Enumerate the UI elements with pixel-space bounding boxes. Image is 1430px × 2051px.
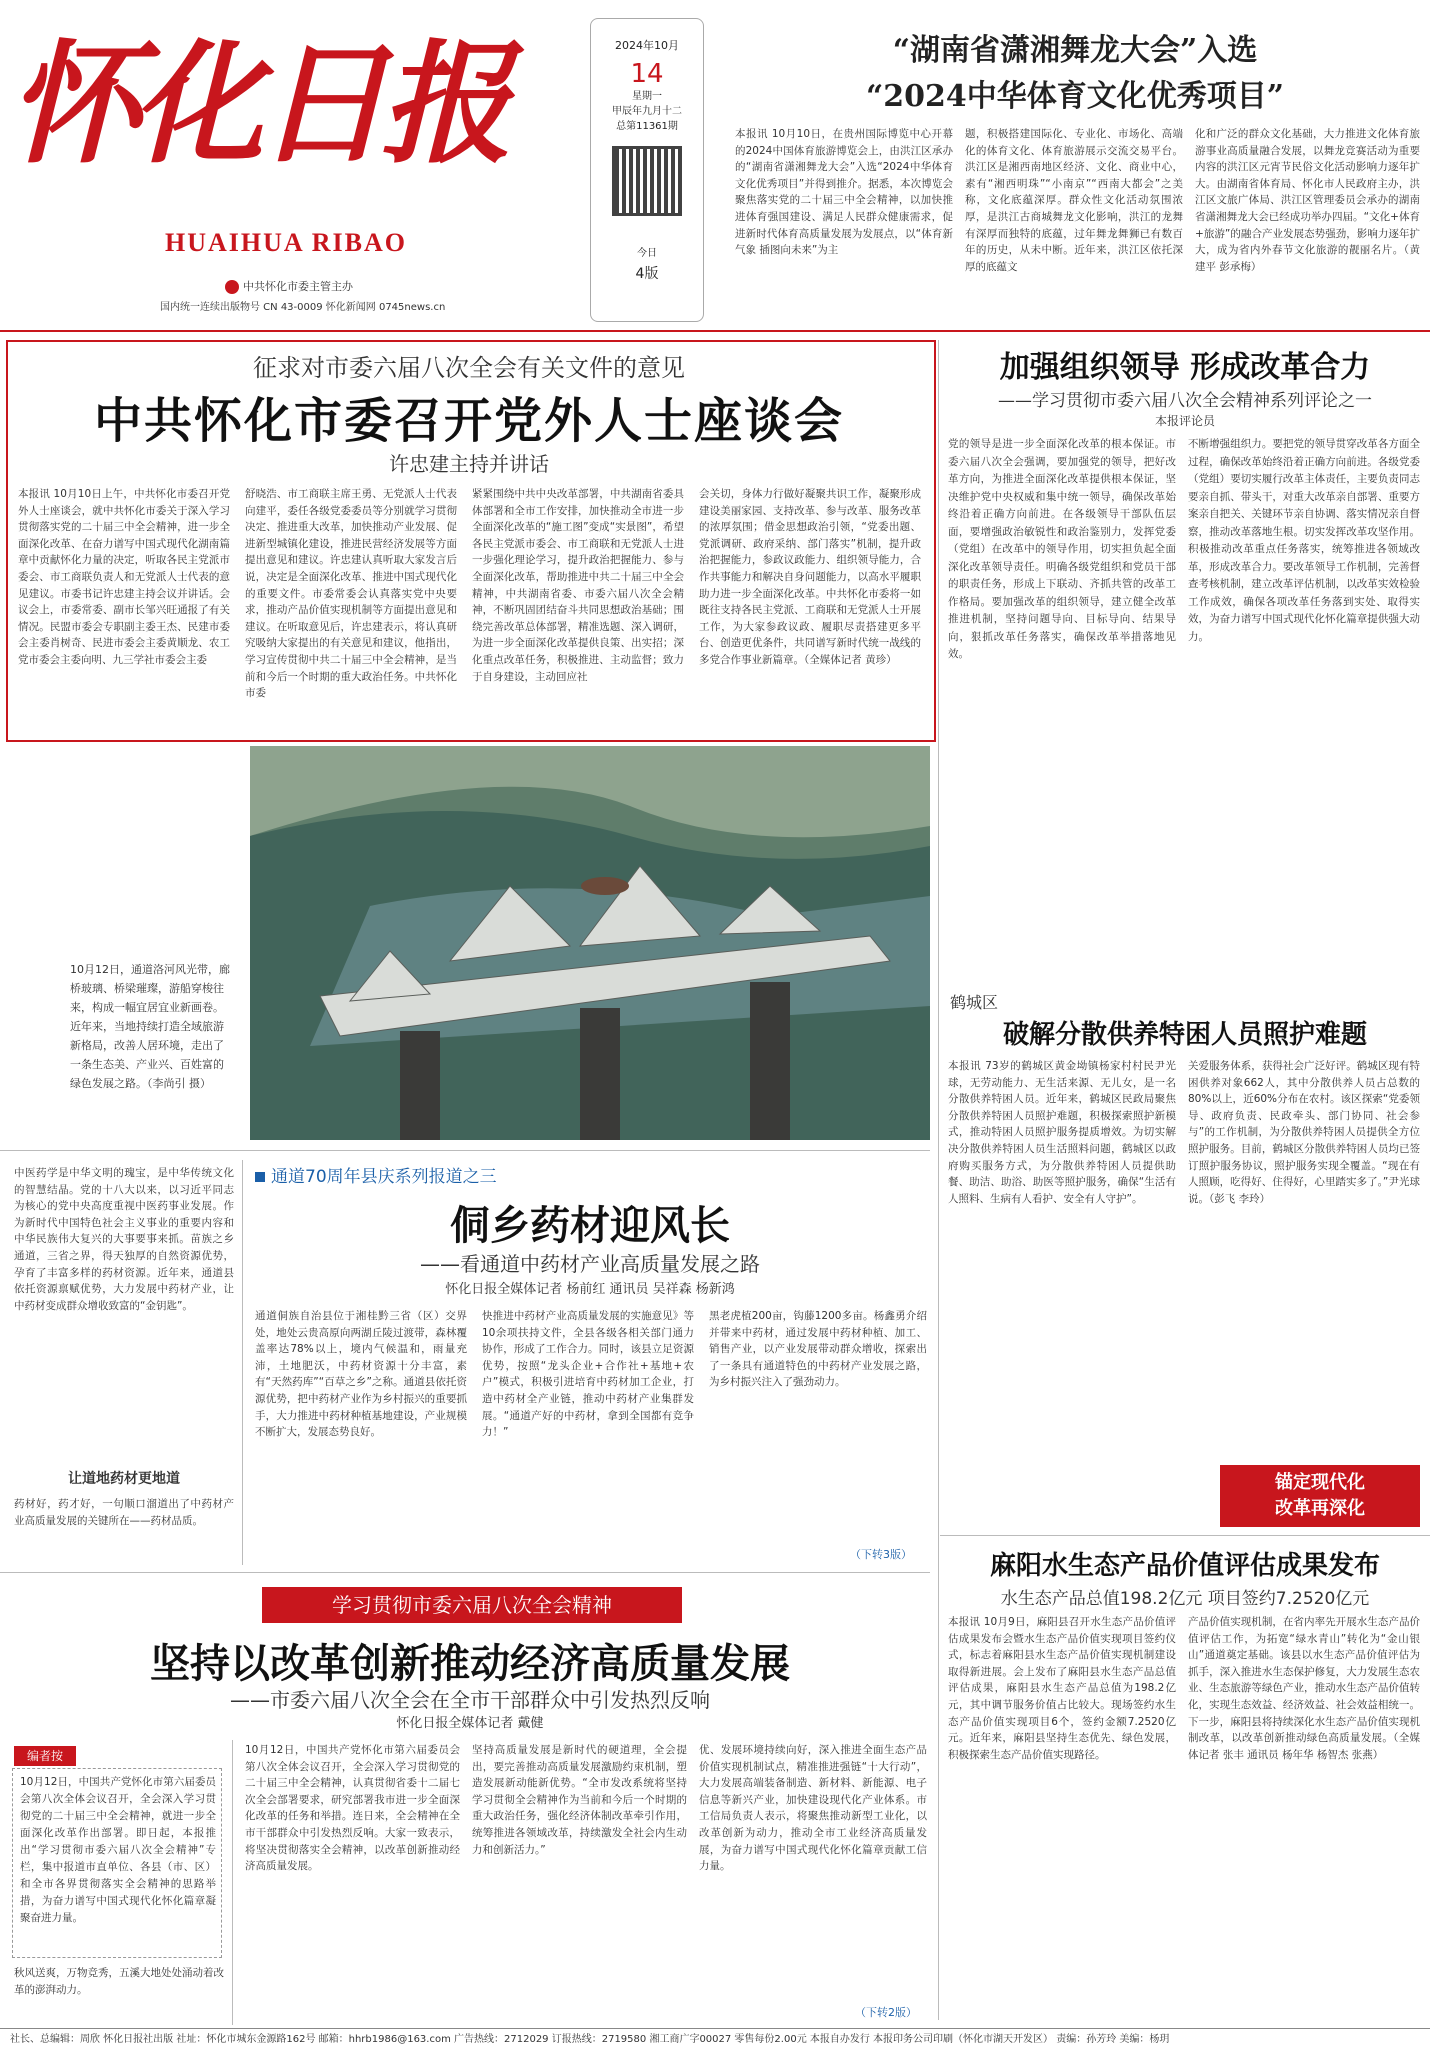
commentary-col1: 党的领导是进一步全面深化改革的根本保证。市委六届八次全会强调，要加强党的领导，把好改革方向，为推进全面深化改革提供根本保证，坚决维护党中央权威和集中统一领导，确保改革始终沿着正确方向前进。在各级领导干部队伍层面，要增强政治敏锐性和政治鉴别力，发挥党委（党组）在改革中的领导作用，切实担负起全面深化改革领导责任。明确各级党组织和党员干部的职责任务，形成上下联动、齐抓共管的改革工作格局。要加强改革的组织领导，建立健全改革推进机制，坚持问题导向、目标导向、结果导向，狠抓改革任务落实，确保改革举措落地见效。 (948, 438, 1176, 660)
footer-imprint: 社长、总编辑：周欣 怀化日报社出版 社址：怀化市城东金源路162号 邮箱：hhrb1986@163.com 广告热线：2712029 订报热线：2719580 湘工商广字00027 零售每份2.00元 本报自办发行 本报印务公司印刷（怀化市湖天开发区） 责编：孙芳玲 美编：杨玥 (0, 2028, 1430, 2050)
bottom-continued: （下转2版） (855, 2006, 917, 2019)
editor-note-tag: 编者按 (14, 1746, 76, 1766)
lead-kicker: 征求对市委六届八次全会有关文件的意见 (253, 354, 685, 382)
lead-col4: 会关切，身体力行做好凝聚共识工作，凝聚形成建设美丽家园、支持改革、参与改革、服务改革的浓厚氛围；借金思想政治引领，“党委出题、党派调研、政府采纳、部门落实”机制，提升政治把握能力，参政议政能力、组织领导能力，合作共事能力和解决自身问题能力，以高水平履职助力进一步全面深化改革。中共怀化市委将一如既往支持各民主党派、工商联和无党派人士开展工作，为大家参政议政、履职尽责搭建更多平台、创造更优条件，共同谱写新时代统一战线的多党合作事业新篇章。（全媒体记者 黄珍） (699, 488, 921, 666)
tongdao-left-col: 中医药学是中华文明的瑰宝，是中华传统文化的智慧结晶。党的十八大以来，以习近平同志为核心的党中央高度重视中医药事业发展。作为新时代中国特色社会主义事业的重要内容和中华民族伟大复兴的大事要事来抓。苗族之乡通道，三省之界，得天独厚的自然资源优势，孕育了丰富多样的药材资源。近年来，通道县依托资源禀赋优势，大力发展中药材产业，让中药材变成群众增收致富的“金钥匙”。 (14, 1167, 234, 1312)
bottom-byline: 怀化日报全媒体记者 戴健 (396, 1716, 544, 1731)
photo-caption: 10月12日，通道洛河风光带，廊桥玻璃、桥梁璀璨，游船穿梭往来，构成一幅宜居宜业新画卷。近年来，当地持续打造全域旅游新格局，改善人居环境，走出了一条生态美、产业兴、百姓富的绿色发展之路。（李尚引 摄） (70, 963, 230, 1090)
series-square-icon (255, 1172, 265, 1182)
date-weekday: 星期一 (632, 91, 662, 102)
lead-title: 中共怀化市委召开党外人士座谈会 (93, 393, 844, 449)
masthead-divider (0, 330, 1430, 332)
sponsor-logo-icon (225, 280, 239, 294)
bottom-divider (0, 1572, 930, 1573)
tongdao-left-subhead: 让道地药材更地道 (68, 1471, 180, 1487)
bottom-col-divider (232, 1740, 233, 2025)
tongdao-col2: 快推进中药材产业高质量发展的实施意见》等10余项扶持文件，全县各级各相关部门通力协作，形成了工作合力。同时，该县立足资源优势，按照“龙头企业+合作社+基地+农户”模式，积极引进培育中药材加工企业，打造中药材全产业链，推动中药材产业集群发展。“通道产好的中药材，拿到全国都有竞争力！” (482, 1310, 694, 1439)
commentary-col2: 不断增强组织力。要把党的领导贯穿改革各方面全过程，确保改革始终沿着正确方向前进。各级党委（党组）要切实履行改革主体责任，主要负责同志要亲自抓、带头干，对重大改革亲自部署、重要方案亲自把关、关键环节亲自协调、落实情况亲自督察，推动改革落地生根。切实发挥改革攻坚作用。积极推动改革重点任务落实，统筹推进各领域改革，形成改革合力。要改革领导工作机制，完善督查考核机制，建立改革评估机制，以改革实效检验工作成效，确保各项改革任务落到实处、取得实效，为奋力谱写中国式现代化怀化篇章提供强大动力。 (1188, 438, 1420, 643)
covered-bridge-photo-illustration (250, 746, 930, 1140)
reform-badge-line1: 锚定现代化 (1275, 1472, 1365, 1493)
tongdao-subtitle: ——看通道中药材产业高质量发展之路 (420, 1252, 760, 1276)
editor-note-text: 10月12日，中国共产党怀化市第六届委员会第八次全体会议召开，全会深入学习贯彻党的二十届三中全会精神，就进一步全面深化改革作出部署。即日起，本报推出“学习贯彻市委六届八次全会精神”专栏，集中报道市直单位、各县（市、区）和全市各界贯彻落实全会精神的思路举措，为奋力谱写中国式现代化怀化篇章凝聚奋进力量。 (20, 1776, 216, 1924)
masthead-cn-number: 国内统一连续出版物号 CN 43-0009 怀化新闻网 0745news.cn (160, 302, 446, 313)
tongdao-byline: 怀化日报全媒体记者 杨前红 通讯员 吴祥森 杨新鸿 (445, 1282, 735, 1297)
mayang-subtitle: 水生态产品总值198.2亿元 项目签约7.2520亿元 (1000, 1589, 1370, 1609)
top-story-title-line2: “2024中华体育文化优秀项目” (865, 79, 1284, 114)
top-story-title-line1: “湖南省潇湘舞龙大会”入选 (892, 33, 1258, 68)
tongdao-divider (242, 1160, 243, 1565)
qr-code-icon (612, 146, 682, 216)
lead-col3: 紧紧围绕中共中央改革部署，中共湖南省委具体部署和全市工作安排，加快推动全市进一步全面深化改革的“施工图”变成“实景图”，希望各民主党派市委会、市工商联和无党派人士进一步强化理论学习，提升政治把握能力、参与全面深化改革，帮助推进中共二十届三中全会精神，中共湖南省委、市委六届八次全会精神，不断巩固团结奋斗共同思想政治基础；围绕完善改革总体部署，精准选题、深入调研，为进一步全面深化改革提供良策、出实招；深化重点改革任务，积极推进、主动监督；致力于自身建设，主动回应社 (472, 488, 684, 683)
tongdao-continued: （下转3版） (850, 1548, 912, 1561)
today-pages: 4版 (635, 266, 659, 282)
masthead-pinyin: HUAIHUA RIBAO (165, 228, 407, 257)
date-day: 14 (630, 59, 664, 89)
commentary-byline: 本报评论员 (1154, 414, 1215, 428)
bottom-title: 坚持以改革创新推动经济高质量发展 (150, 1640, 790, 1687)
sponsor-text: 中共怀化市委主管主办 (243, 280, 353, 293)
reform-badge-line2: 改革再深化 (1275, 1498, 1365, 1519)
hecheng-col2: 关爱服务体系，获得社会广泛好评。鹤城区现有特困供养对象662人，其中分散供养人员占总数的80%以上，近60%分布在农村。该区探索“党委领导、政府负责、民政牵头、部门协同、社会参与”的工作机制，为分散供养特困人员提供全方位照护服务。目前，鹤城区分散供养特困人员均已签订照护服务协议，照护服务实现全覆盖。“现在有人照顾，吃得好、住得好，心里踏实多了。”尹光球说。（彭飞 李玲） (1188, 1060, 1420, 1205)
bottom-subtitle: ——市委六届八次全会在全市干部群众中引发热烈反响 (230, 1688, 710, 1712)
bottom-col3: 优、发展环境持续向好，深入推进全面生态产品价值实现机制试点，精准推进强链“十大行动”，大力发展高端装备制造、新材料、新能源、电子信息等新兴产业，加快建设现代化产业体系。市工信局负责人表示，将聚焦推动新型工业化，以改革创新为动力，推动全市工业经济高质量发展，为奋力谱写中国式现代化怀化篇章贡献工信力量。 (699, 1744, 927, 1873)
tongdao-col3: 黑老虎植200亩，钩藤1200多亩。杨鑫勇介绍并带来中药材，通过发展中药材种植、加工、销售产业，以产业发展带动群众增收，探索出了一条具有通道特色的中药材产业发展之路，为乡村振兴注入了强劲动力。 (709, 1310, 927, 1389)
top-story-title (730, 28, 1420, 120)
reform-badge (1220, 1465, 1420, 1527)
hecheng-district-label: 鹤城区 (950, 993, 999, 1012)
hecheng-col1: 本报讯 73岁的鹤城区黄金坳镇杨家村村民尹光球，无劳动能力、无生活来源、无儿女，是一名分散供养特困人员。近年来，鹤城区民政局聚焦分散供养特困人员照护难题，积极探索照护新模式，推动特困人员照护服务提质增效。为切实解决分散供养特困人员生活照料问题，鹤城区以政府购买服务方式，为分散供养特困人员提供助餐、助洁、助浴、助医等照护服务，确保“生活有人照料、生病有人看护、安全有人守护”。 (948, 1060, 1176, 1205)
mayang-title: 麻阳水生态产品价值评估成果发布 (989, 1551, 1380, 1581)
tongdao-col1: 通道侗族自治县位于湘桂黔三省（区）交界处，地处云贵高原向两湖丘陵过渡带，森林覆盖率达78%以上，境内气候温和，雨量充沛，土地肥沃，中药材资源十分丰富，素有“天然药库”“百草之乡”之称。通道县依托资源优势，把中药材产业作为乡村振兴的重要抓手，大力推进中药材种植基地建设，产业规模不断扩大，发展态势良好。 (255, 1310, 467, 1439)
date-year-month: 2024年10月 (615, 39, 679, 52)
tongdao-title: 侗乡药材迎风长 (450, 1202, 730, 1249)
date-box (590, 18, 704, 322)
mayang-divider (940, 1535, 1430, 1536)
bottom-col1: 10月12日，中国共产党怀化市第六届委员会第八次全体会议召开，全会深入学习贯彻党的二十届三中全会精神，认真贯彻省委十二届七次全会部署要求，研究部署我市进一步全面深化改革的任务和举措。连日来，全会精神在全市干部群众中引发热烈反响。大家一致表示，将坚决贯彻落实全会精神，以改革创新推动经济高质量发展。 (245, 1744, 460, 1873)
masthead-sponsor (225, 278, 353, 294)
tongdao-series-label (255, 1162, 497, 1187)
mayang-col2: 产品价值实现机制，在省内率先开展水生态产品价值评估工作，为拓宽“绿水青山”转化为“金山银山”通道奠定基础。该县以水生态产品价值评估为抓手，深入推进水生态保护修复，大力发展生态农业、生态旅游等绿色产业，推动水生态产品价值转化，实现生态效益、经济效益、社会效益相统一。下一步，麻阳县将持续深化水生态产品价值实现机制改革，以改革创新推动绿色高质量发展。（全媒体记者 张丰 通讯员 杨年华 杨智杰 张燕） (1188, 1616, 1420, 1761)
bottom-col2: 坚持高质量发展是新时代的硬道理，全会提出，要完善推动高质量发展激励约束机制，塑造发展新动能新优势。“全市发改系统将坚持学习贯彻全会精神作为当前和今后一个时期的重大政治任务，强化经济体制改革牵引作用，统筹推进各领域改革，持续激发全社会内生动力和创新活力。” (472, 1744, 687, 1856)
lead-col1: 本报讯 10月10日上午，中共怀化市委召开党外人士座谈会，就中共怀化市委关于深入学习贯彻落实党的二十届三中全会精神，进一步全面深化改革、在奋力谱写中国式现代化湖南篇章中贡献怀化力量的决定，听取各民主党派市委会、市工商联负责人和无党派人士代表的意见建议。市委书记许忠建主持会议并讲话。会议会上，市委常委、副市长邹兴旺通报了有关情况。民盟市委会专职副主委王杰、民建市委会主委肖树奇、民进市委会主委黄顺龙、农工党市委会主委向明、九三学社市委会主委 (18, 488, 230, 666)
photo-divider (0, 1150, 930, 1151)
lead-subtitle: 许忠建主持并讲话 (389, 452, 549, 476)
today-label: 今日 (637, 248, 657, 259)
lead-photo (250, 746, 930, 1140)
hecheng-title: 破解分散供养特困人员照护难题 (1002, 1020, 1367, 1050)
plenary-banner: 学习贯彻市委六届八次全会精神 (262, 1587, 682, 1623)
date-lunar: 甲辰年九月十二 (612, 106, 682, 117)
top-story-col1: 本报讯 10月10日，在贵州国际博览中心开幕的2024中国体育旅游博览会上，由洪江区承办的“湖南省潇湘舞龙大会”入选“2024中华体育文化优秀项目”并得到推介。据悉，本次博览会聚焦落实党的二十届三中全会精神，以加快推进体育强国建设、满足人民群众健康需求，促进新时代体育高质量发展为发展点，以“体育新气象 插图向未来”为主 (735, 128, 953, 257)
date-issue: 总第11361期 (616, 121, 678, 132)
mayang-col1: 本报讯 10月9日，麻阳县召开水生态产品价值评估成果发布会暨水生态产品价值实现项目签约仪式，标志着麻阳县水生态产品价值实现机制建设取得新进展。会上发布了麻阳县水生态产品总值评估成果，麻阳县水生态产品总值为198.2亿元，其中调节服务价值占比较大。现场签约水生态产品价值实现项目6个，签约金额7.2520亿元。近年来，麻阳县坚持生态优先、绿色发展，积极探索生态产品价值实现路径。 (948, 1616, 1176, 1761)
masthead-logo: 怀化日报 (8, 27, 504, 182)
top-story-col2: 题，积极搭建国际化、专业化、市场化、高端化的体育文化、体育旅游展示交流交易平台。洪江区是湘西南地区经济、文化、商业中心，素有“湘西明珠”“小南京”“西南大都会”之美称，文化底蕴深厚。群众性文化活动氛围浓厚，是洪江古商城舞龙文化影响，洪江的龙舞有深厚而独特的底蕴，过年舞龙舞狮已有数百年的历史，从未中断。近年来，洪江区依托深厚的底蕴文 (965, 128, 1183, 273)
commentary-subtitle: ——学习贯彻市委六届八次全会精神系列评论之一 (998, 391, 1372, 411)
bottom-note-tail: 秋风送爽，万物竞秀，五溪大地处处涌动着改革的澎湃动力。 (14, 1967, 224, 1996)
tongdao-left-col2: 药材好，药才好，一句顺口溜道出了中药材产业高质量发展的关键所在——药材品质。 (14, 1498, 234, 1527)
commentary-title: 加强组织领导 形成改革合力 (999, 350, 1371, 385)
lead-col2: 舒晓浩、市工商联主席王勇、无党派人士代表向建平，委任各级党委委员等分别就学习贯彻决定、推进重大改革，加快推动产业发展、促进新型城镇化建设，推进民营经济发展等方面提出意见和建议。许忠建认真听取大家发言后说，决定是全面深化改革、推进中国式现代化的重要文件。市委常委会认真落实党中央要求，推动产品价值实现机制等方面提出意见和建议。在听取意见后，许忠建表示，将认真研究吸纳大家提出的有关意见和建议，他指出，学习宣传贯彻中共二十届三中全会精神，是当前和今后一个时期的重大政治任务。中共怀化市委 (245, 488, 457, 700)
tongdao-series-text: 通道70周年县庆系列报道之三 (271, 1167, 497, 1187)
right-column-divider (938, 340, 939, 2020)
top-story-col3: 化和广泛的群众文化基础，大力推进文化体育旅游事业高质量融合发展，以舞龙竞赛活动为重要内容的洪江区元宵节民俗文化活动影响力逐年扩大。由湖南省体育局、怀化市人民政府主办，洪江区文旅广体局、洪江区管理委员会承办的湖南省潇湘舞龙大会已经成功举办四届。“文化+体育+旅游”的融合产业发展态势强劲，影响力逐年扩大，成为省内外春节文化旅游的靓丽名片。（黄建平 彭承梅） (1195, 128, 1420, 273)
